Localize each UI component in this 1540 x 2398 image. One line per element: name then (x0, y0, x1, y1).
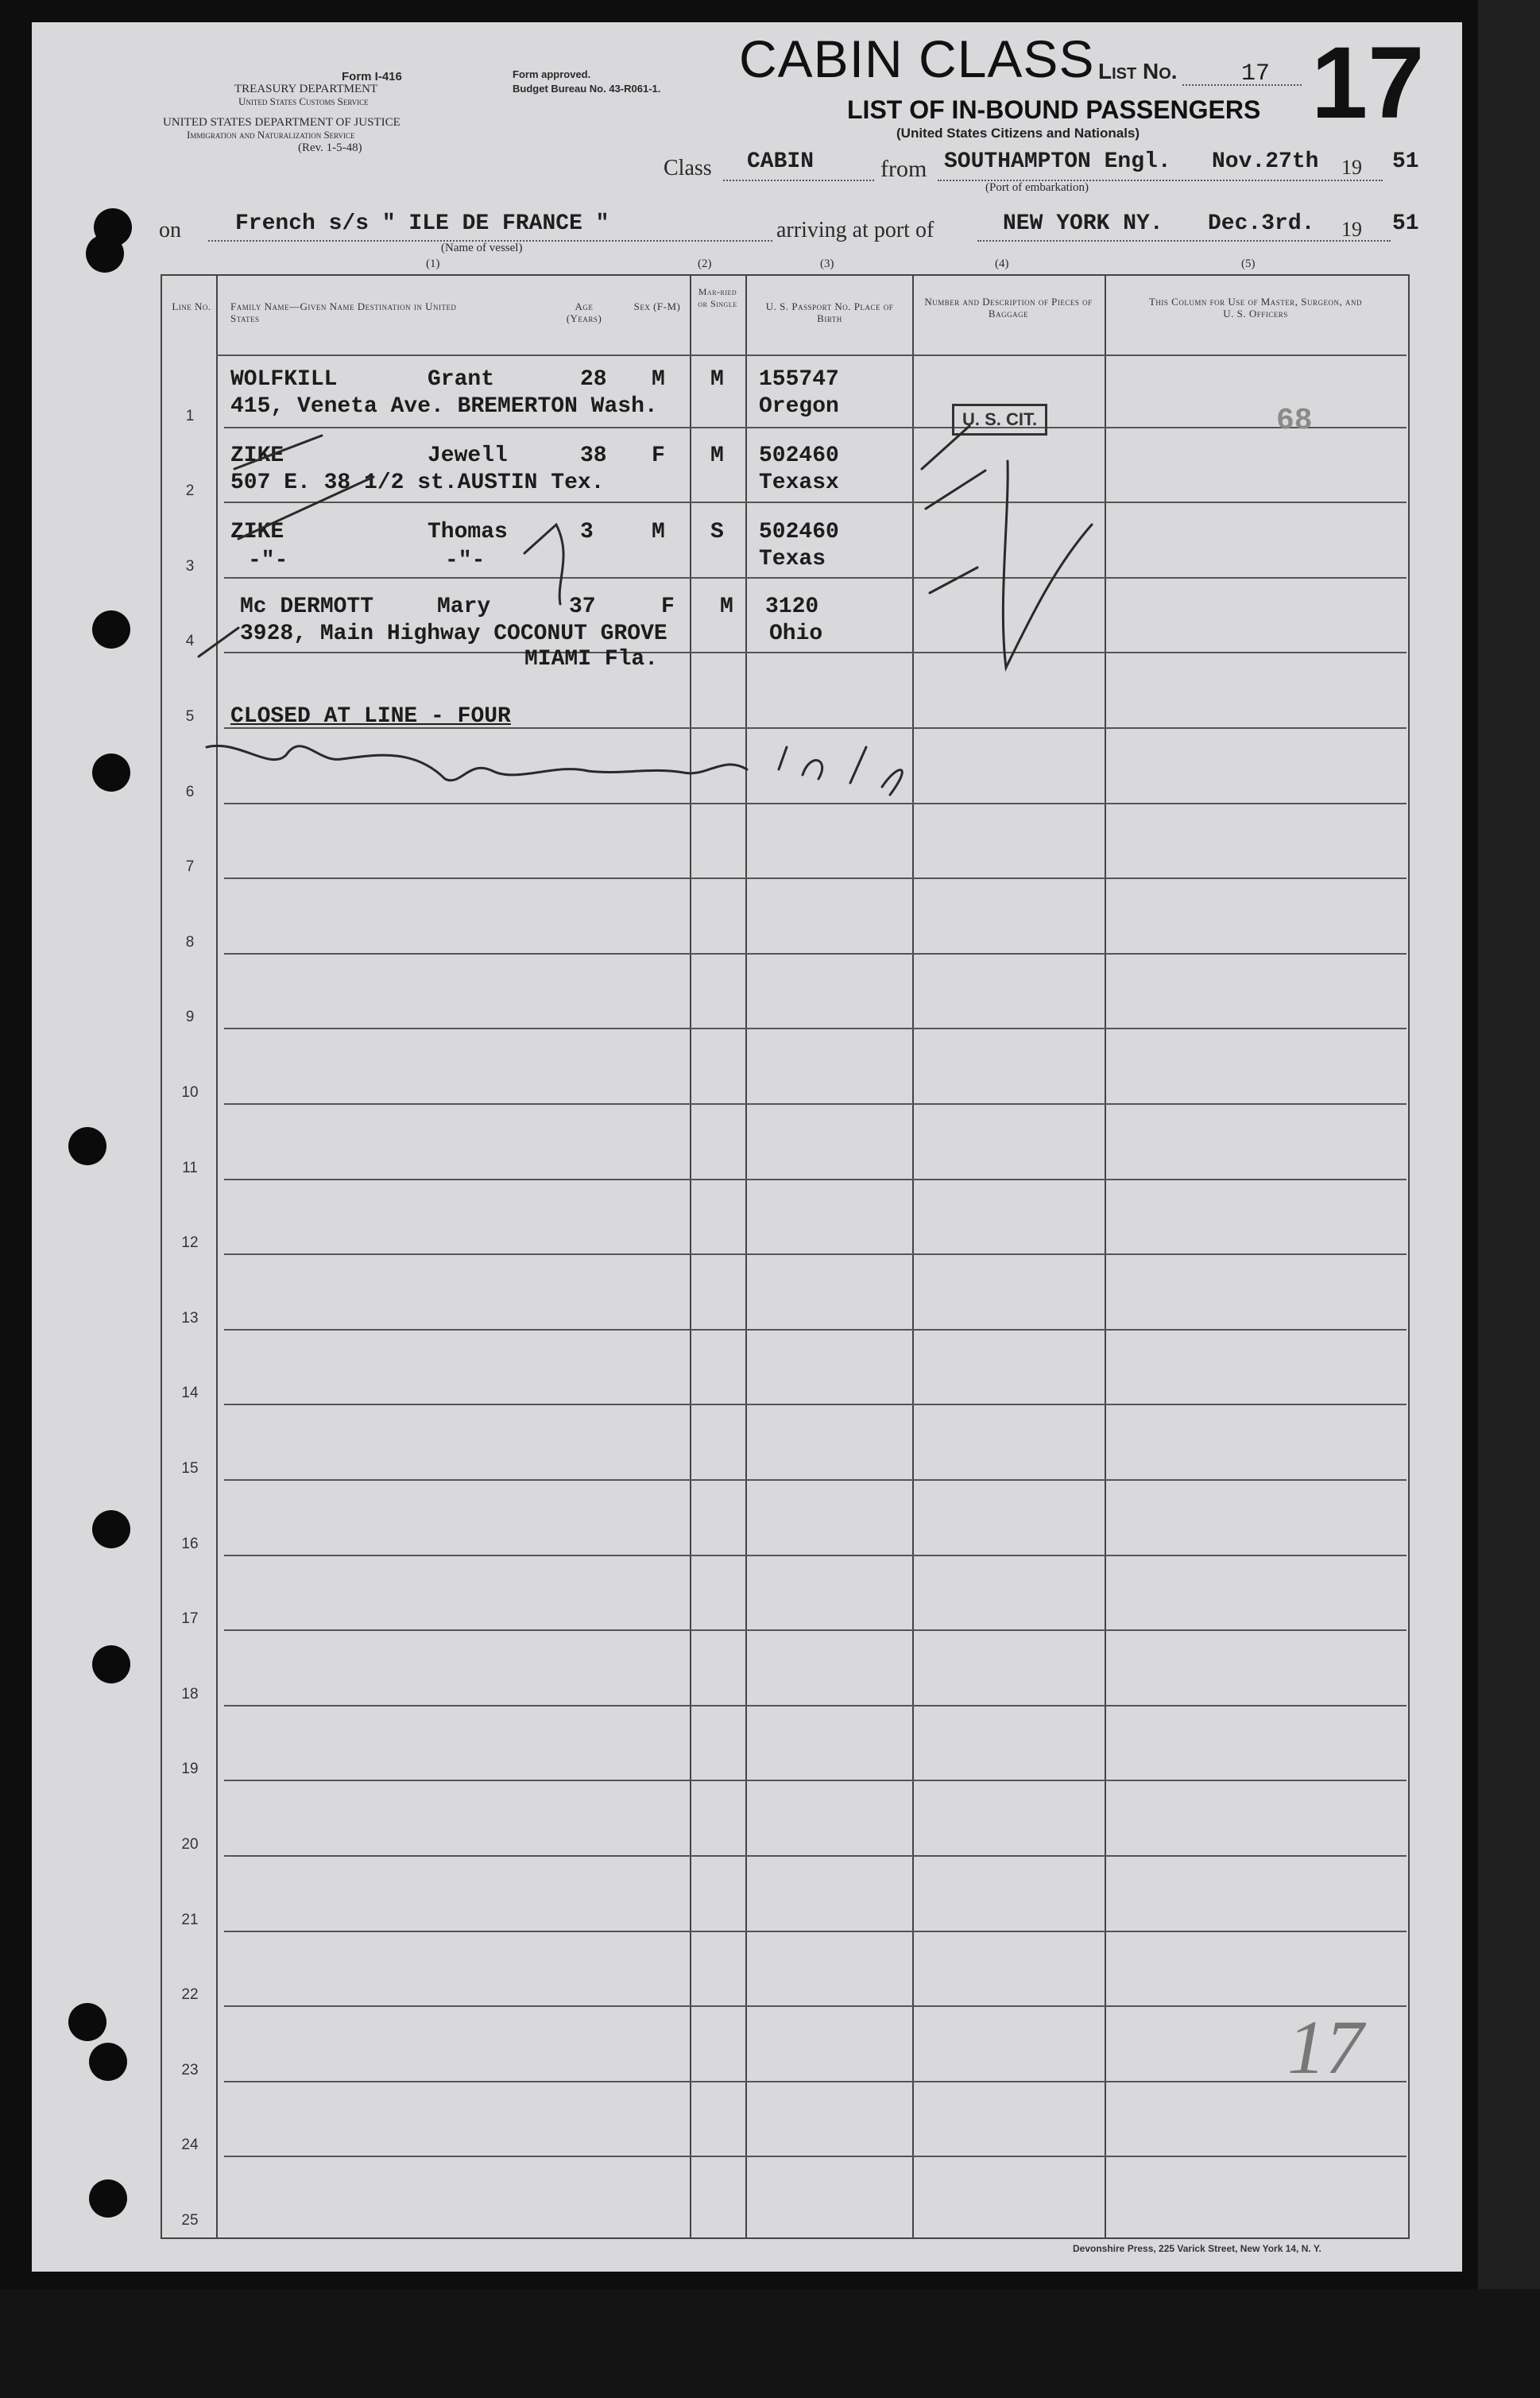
ins-service: Immigration and Naturalization Service (187, 129, 355, 141)
row-rule (224, 1629, 1407, 1631)
closed-note: CLOSED AT LINE - FOUR (230, 704, 511, 729)
line-number: 16 (181, 1535, 199, 1552)
class-label: Class (664, 156, 712, 180)
entry-1-sex: M (652, 367, 665, 392)
scan-edge (1478, 0, 1540, 2398)
class-value: CABIN (747, 149, 814, 174)
row-rule (224, 2156, 1407, 2157)
arriving-label: arriving at port of (776, 218, 934, 242)
col-num-1: (1) (426, 258, 440, 270)
row-rule (224, 1103, 1407, 1105)
entry-3-marital: S (710, 520, 724, 544)
treasury-dept: TREASURY DEPARTMENT (234, 83, 378, 95)
entry-3-birthplace: Texas (759, 547, 826, 571)
entry-3-passport: 502460 (759, 520, 839, 544)
entry-3-age: 3 (580, 520, 594, 544)
entry-1-family: WOLFKILL (230, 367, 338, 392)
list-big-number: 17 (1311, 26, 1425, 140)
line-number: 3 (185, 557, 195, 575)
header-age: Age (Years) (566, 300, 602, 324)
header-married: Mar-ried or Single (698, 286, 737, 309)
entry-2-sex: F (652, 444, 665, 468)
col-num-4: (4) (995, 258, 1009, 270)
entry-4-sex: F (661, 595, 675, 619)
entry-3-sex: M (652, 520, 665, 544)
row-rule (224, 577, 1407, 579)
entry-2-birthplace: Texasx (759, 471, 839, 495)
row-rule (224, 1780, 1407, 1781)
entry-4-given: Mary (437, 595, 491, 619)
punch-hole (86, 234, 124, 273)
header-sex: Sex (F-M) (633, 300, 681, 312)
arrival-year-prefix: 19 (1341, 218, 1362, 241)
form-revision: (Rev. 1-5-48) (298, 141, 362, 154)
entry-1-destination: 415, Veneta Ave. BREMERTON Wash. (230, 394, 658, 419)
line-number: 13 (181, 1309, 199, 1327)
line-number: 22 (181, 1986, 199, 2004)
line-number: 23 (181, 2061, 199, 2078)
entry-1-passport: 155747 (759, 367, 839, 392)
entry-4-age: 37 (569, 595, 596, 619)
entry-1-marital: M (710, 367, 724, 392)
row-rule (224, 1479, 1407, 1481)
row-rule (224, 652, 1407, 653)
col-num-3: (3) (820, 258, 834, 270)
subtitle-note: (United States Citizens and Nationals) (896, 126, 1140, 141)
header-passport: U. S. Passport No. Place of Birth (765, 300, 894, 324)
header-name: Family Name—Given Name Destination in United States (230, 300, 457, 324)
entry-2-family: ZIKE (230, 444, 284, 468)
entry-4-marital: M (720, 595, 733, 619)
row-rule (224, 1404, 1407, 1405)
from-date: Nov.27th (1212, 149, 1319, 174)
entry-1-age: 28 (580, 367, 607, 392)
entry-3-destination-ditto: -"- (445, 548, 486, 573)
page-title: CABIN CLASS (739, 29, 1095, 88)
row-rule (224, 2081, 1407, 2082)
entry-1-given: Grant (428, 367, 495, 392)
row-rule (224, 1253, 1407, 1255)
from-label: from (880, 156, 927, 182)
printer-credit: Devonshire Press, 225 Varick Street, New York 14, N. Y. (1073, 2243, 1321, 2254)
col-num-2: (2) (698, 258, 712, 270)
entry-3-given: Thomas (428, 520, 508, 544)
row-rule (224, 2005, 1407, 2007)
vessel-value: French s/s " ILE DE FRANCE " (235, 211, 609, 236)
from-port: SOUTHAMPTON Engl. (944, 149, 1171, 174)
arrival-line (977, 240, 1391, 242)
form-number: Form I-416 (342, 70, 402, 83)
entry-2-passport: 502460 (759, 444, 839, 468)
line-number: 25 (181, 2212, 199, 2229)
col-divider (912, 274, 914, 2237)
entry-3-family: ZIKE (230, 520, 284, 544)
col-divider (1105, 274, 1106, 2237)
line-number: 5 (185, 708, 195, 725)
punch-hole (92, 1645, 130, 1683)
list-no-label: List No. (1098, 59, 1178, 83)
corner-handwritten-number: 17 (1287, 2005, 1364, 2090)
entry-2-age: 38 (580, 444, 607, 468)
line-number: 11 (182, 1159, 198, 1176)
row-rule (224, 427, 1407, 428)
row-rule (224, 803, 1407, 804)
entry-1-birthplace: Oregon (759, 394, 839, 419)
from-year-prefix: 19 (1341, 156, 1362, 179)
customs-service: United States Customs Service (238, 95, 369, 107)
entry-4-birthplace: Ohio (769, 622, 823, 646)
from-year: 51 (1392, 149, 1419, 174)
justice-dept: UNITED STATES DEPARTMENT OF JUSTICE (163, 116, 400, 129)
arrival-date: Dec.3rd. (1208, 211, 1315, 236)
punch-hole (92, 753, 130, 792)
line-number: 24 (181, 2137, 199, 2154)
header-officers: This Column for Use of Master, Surgeon, and U. S. Officers (1148, 296, 1363, 320)
entry-4-destination: 3928, Main Highway COCONUT GROVE (240, 622, 667, 646)
scan-bottom-border (0, 2289, 1540, 2398)
list-no-value: 17 (1241, 60, 1271, 87)
row-rule (224, 1329, 1407, 1331)
entry-4-family: Mc DERMOTT (240, 595, 374, 619)
line-number: 8 (185, 933, 195, 951)
punch-hole (89, 2179, 127, 2218)
col-divider (745, 274, 747, 2237)
entry-3-destination: -"- (248, 548, 288, 573)
punch-hole (68, 2003, 106, 2041)
entry-2-destination: 507 E. 38 1/2 st.AUSTIN Tex. (230, 471, 605, 495)
row-rule (224, 502, 1407, 503)
row-rule (224, 1855, 1407, 1857)
col-divider (216, 274, 218, 2237)
row-rule (224, 953, 1407, 955)
line-number: 2 (185, 482, 195, 500)
entry-2-marital: M (710, 444, 724, 468)
line-number: 17 (181, 1610, 199, 1628)
line-number: 21 (181, 1911, 199, 1928)
punch-hole (92, 1510, 130, 1548)
punch-hole (92, 610, 130, 649)
row-rule (224, 1705, 1407, 1706)
row-rule (224, 1931, 1407, 1932)
line-number: 6 (185, 783, 195, 800)
punch-hole (89, 2043, 127, 2081)
class-line (723, 180, 874, 181)
entry-2-given: Jewell (428, 444, 508, 468)
on-label: on (159, 218, 181, 242)
col-num-5: (5) (1241, 258, 1256, 270)
line-number: 18 (181, 1685, 199, 1703)
vessel-note: (Name of vessel) (441, 242, 523, 254)
line-number: 4 (185, 633, 195, 650)
form-approved: Form approved. (513, 68, 591, 80)
row-rule (224, 1028, 1407, 1029)
header-baggage: Number and Description of Pieces of Baggage (924, 296, 1093, 320)
header-line-no: Line No. (172, 300, 211, 312)
line-number: 1 (185, 407, 195, 424)
arrival-port: NEW YORK NY. (1003, 211, 1163, 236)
line-number: 9 (185, 1009, 195, 1026)
entry-4-passport: 3120 (765, 595, 819, 619)
line-number: 19 (181, 1761, 199, 1778)
port-embark-note: (Port of embarkation) (985, 181, 1089, 194)
line-number: 20 (181, 1836, 199, 1853)
line-number: 7 (185, 858, 195, 876)
line-number: 10 (181, 1084, 199, 1101)
budget-bureau: Budget Bureau No. 43-R061-1. (513, 83, 661, 95)
row-rule (224, 877, 1407, 879)
col-divider (690, 274, 691, 2237)
row-rule (224, 1555, 1407, 1556)
officer-note: 68 (1276, 404, 1313, 438)
entry-4-destination-line2: MIAMI Fla. (524, 647, 659, 672)
header-divider (216, 354, 1407, 356)
row-rule (224, 1179, 1407, 1180)
us-citizen-stamp: U. S. CIT. (952, 404, 1047, 436)
line-number: 12 (181, 1234, 199, 1252)
line-number: 15 (181, 1460, 199, 1477)
line-number: 14 (181, 1385, 199, 1402)
subtitle: LIST OF IN-BOUND PASSENGERS (847, 95, 1261, 124)
arrival-year: 51 (1392, 211, 1419, 236)
punch-hole (68, 1127, 106, 1165)
